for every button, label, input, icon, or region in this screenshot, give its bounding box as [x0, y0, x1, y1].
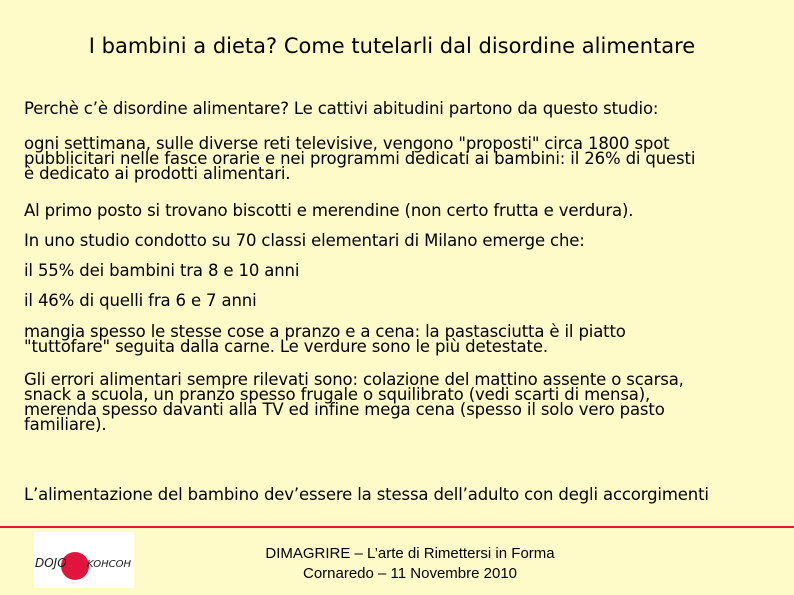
paragraph-snacks — [24, 203, 769, 218]
footer-event-title: DIMAGRIRE – L’arte di Rimettersi in Forma — [265, 545, 555, 562]
paragraph-tv-spots — [24, 136, 769, 181]
paragraph-line: il 55% dei bambini tra 8 e 10 anni — [24, 261, 300, 280]
paragraph-line: Gli errori alimentari sempre rilevati sono: colazione del mattino assente o scarsa, — [24, 370, 684, 389]
paragraph-line: L’alimentazione del bambino dev’essere la stessa dell’adulto con degli accorgimenti — [24, 485, 709, 504]
paragraph-errors — [24, 372, 769, 432]
paragraph-meals — [24, 324, 769, 354]
paragraph-line: ogni settimana, sulle diverse reti televisive, vengono "proposti" circa 1800 spot — [24, 134, 670, 153]
paragraph-line: "tuttofare" seguita dalla carne. Le verdure sono le più detestate. — [24, 337, 548, 356]
logo-text-left: DOJO — [35, 556, 67, 570]
footer-event-date: Cornaredo – 11 Novembre 2010 — [302, 565, 518, 582]
paragraph-line: snack a scuola, un pranzo spesso frugale o squilibrato (vedi scarti di mensa), — [24, 385, 651, 404]
paragraph-conclusion — [24, 487, 769, 502]
paragraph-line: merenda spesso davanti alla TV ed infine mega cena (spesso il solo vero pasto — [24, 400, 665, 419]
paragraph-line: Al primo posto si trovano biscotti e merendine (non certo frutta e verdura). — [24, 201, 634, 220]
paragraph-line: è dedicato ai prodotti alimentari. — [24, 164, 291, 183]
logo-text-right: KOHCOH — [87, 559, 132, 570]
paragraph-study — [24, 233, 769, 248]
paragraph-line: In uno studio condotto su 70 classi elementari di Milano emerge che: — [24, 231, 585, 250]
footer-divider — [0, 526, 794, 528]
paragraph-line: mangia spesso le stesse cose a pranzo e a cena: la pastasciutta è il piatto — [24, 322, 626, 341]
paragraph-line: familiare). — [24, 415, 107, 434]
paragraph-line: Perchè c’è disordine alimentare? Le cattivi abitudini partono da questo studio: — [24, 99, 659, 118]
paragraph-statistic-8-10 — [24, 263, 769, 278]
slide-title: I bambini a dieta? Come tutelarli dal disordine alimentare — [88, 34, 696, 58]
paragraph-line: pubblicitari nelle fasce orarie e nei programmi dedicati ai bambini: il 26% di questi — [24, 149, 696, 168]
paragraph-line: il 46% di quelli fra 6 e 7 anni — [24, 291, 257, 310]
paragraph-statistic-6-7 — [24, 293, 769, 308]
dojo-logo — [34, 532, 134, 588]
paragraph-intro — [24, 101, 769, 116]
